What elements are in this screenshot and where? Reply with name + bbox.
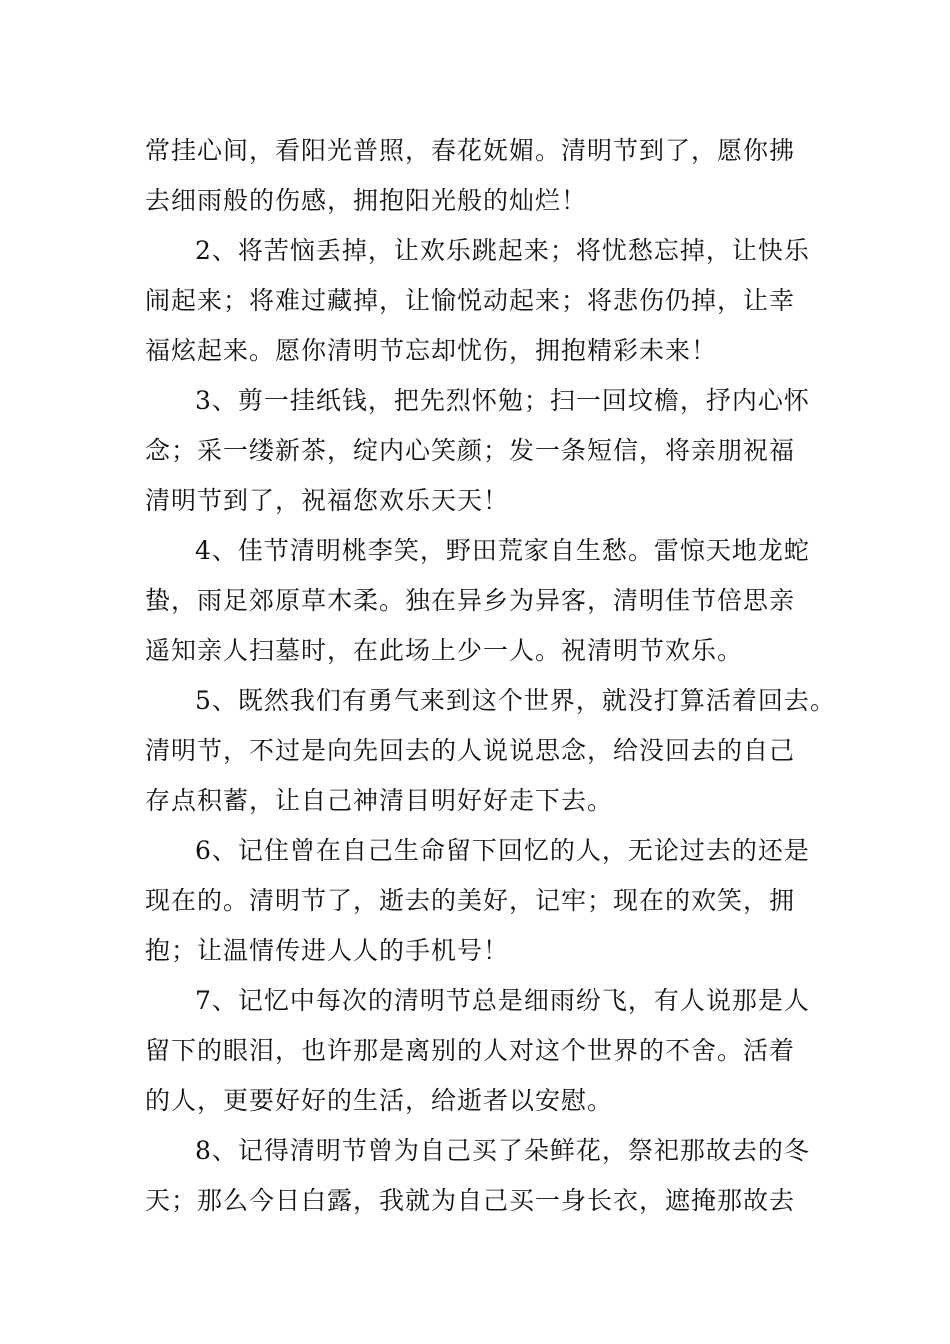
text-line: 清明节到了，祝福您欢乐天天！	[145, 486, 510, 515]
text-line: 5、既然我们有勇气来到这个世界，就没打算活着回去。	[195, 686, 836, 715]
text-line: 常挂心间，看阳光普照，春花妩媚。清明节到了，愿你拂	[145, 136, 796, 165]
text-line: 留下的眼泪，也许那是离别的人对这个世界的不舍。活着	[145, 1036, 796, 1065]
text-line: 天；那么今日白露，我就为自己买一身长衣，遮掩那故去	[145, 1186, 796, 1215]
text-line: 的人，更要好好的生活，给逝者以安慰。	[145, 1086, 614, 1115]
text-line: 清明节，不过是向先回去的人说说思念，给没回去的自己	[145, 736, 796, 765]
text-line: 6、记住曾在自己生命留下回忆的人，无论过去的还是	[195, 836, 810, 865]
text-line: 念；采一缕新茶，绽内心笑颜；发一条短信，将亲朋祝福	[145, 436, 796, 465]
text-line: 现在的。清明节了，逝去的美好，记牢；现在的欢笑，拥	[145, 886, 796, 915]
text-line: 去细雨般的伤感，拥抱阳光般的灿烂！	[145, 186, 588, 215]
text-line: 遥知亲人扫墓时，在此场上少一人。祝清明节欢乐。	[145, 636, 744, 665]
text-line: 2、将苦恼丢掉，让欢乐跳起来；将忧愁忘掉，让快乐	[195, 236, 810, 265]
text-line: 闹起来；将难过藏掉，让愉悦动起来；将悲伤仍掉，让幸	[145, 286, 796, 315]
text-line: 福炫起来。愿你清明节忘却忧伤，拥抱精彩未来！	[145, 336, 718, 365]
text-line: 4、佳节清明桃李笑，野田荒家自生愁。雷惊天地龙蛇	[195, 536, 810, 565]
text-line: 3、剪一挂纸钱，把先烈怀勉；扫一回坟檐，抒内心怀	[195, 386, 810, 415]
text-line: 存点积蓄，让自己神清目明好好走下去。	[145, 786, 614, 815]
text-line: 8、记得清明节曾为自己买了朵鲜花，祭祀那故去的冬	[195, 1136, 810, 1165]
text-line: 蛰，雨足郊原草木柔。独在异乡为异客，清明佳节倍思亲	[145, 586, 796, 615]
document-body	[145, 126, 835, 1226]
text-line: 7、记忆中每次的清明节总是细雨纷飞，有人说那是人	[195, 986, 810, 1015]
text-line: 抱；让温情传进人人的手机号！	[145, 936, 510, 965]
